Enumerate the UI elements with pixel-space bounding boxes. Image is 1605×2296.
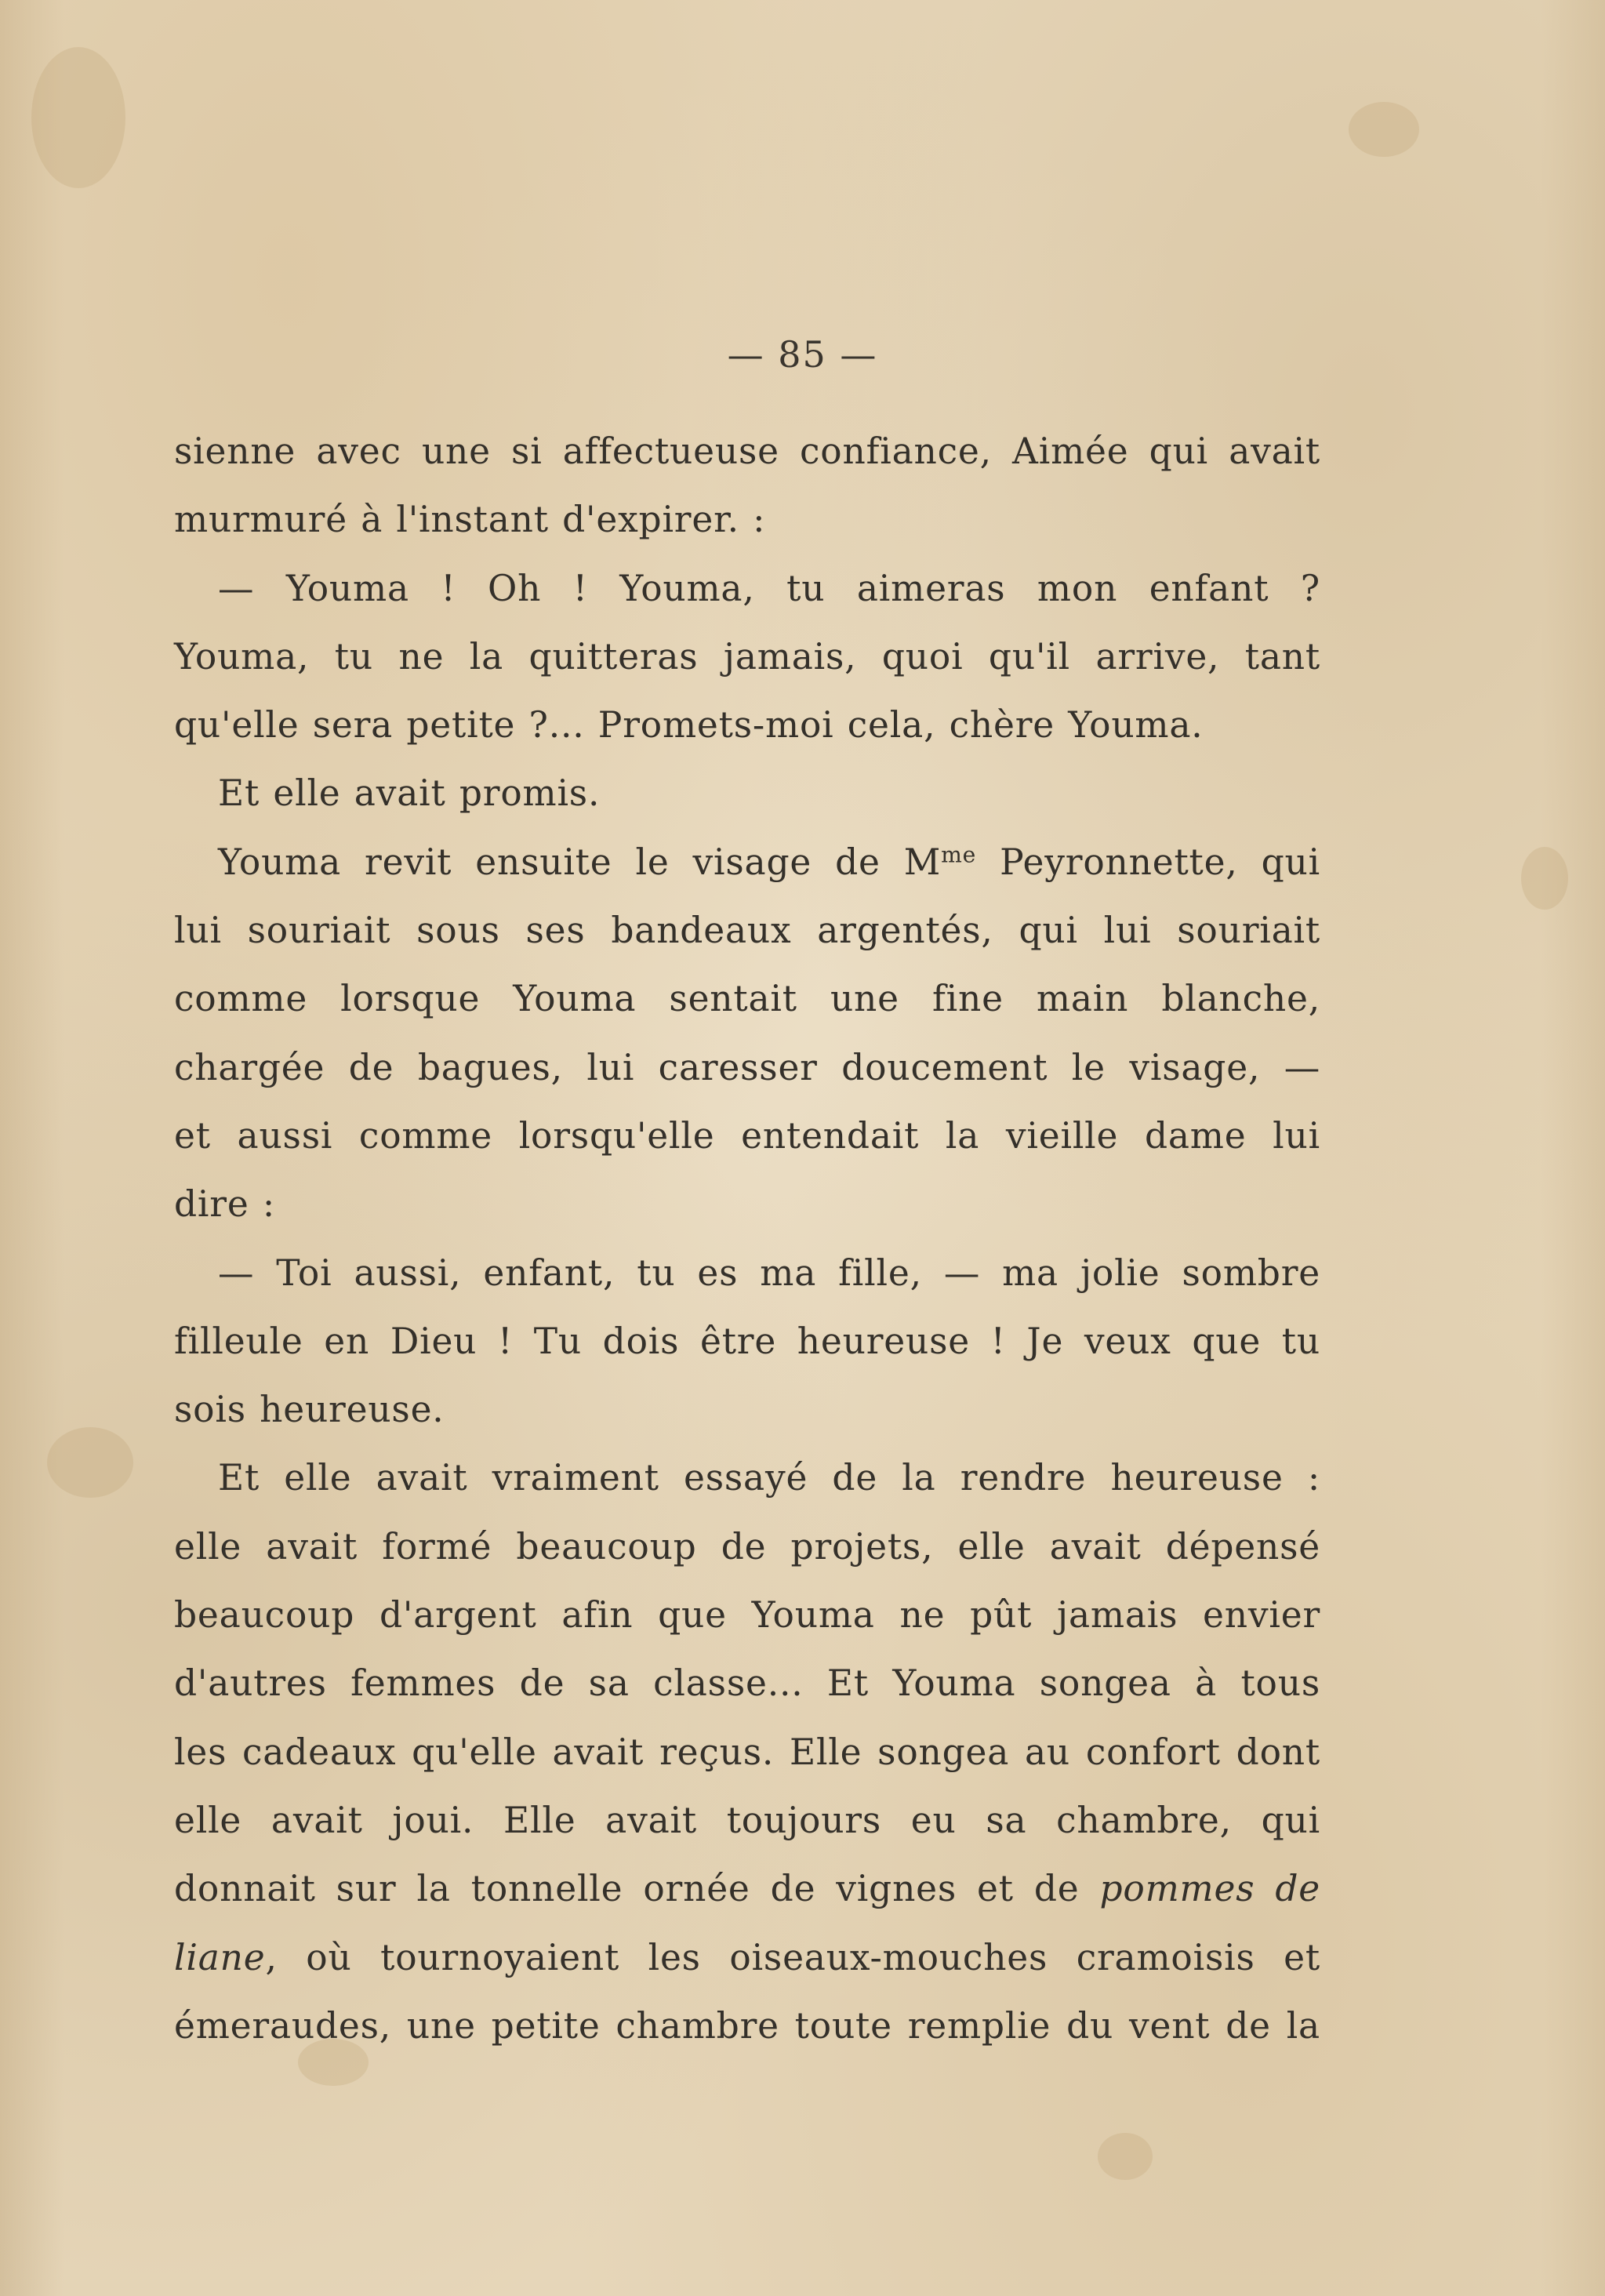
text-line: Et elle avait vraiment essayé de la rendre heureuse :: [218, 1457, 1320, 1499]
text-line: beaucoup d'argent afin que Youma ne pût jamais envier: [174, 1594, 1320, 1637]
text-line: émeraudes, une petite chambre toute remplie du vent de la: [174, 2004, 1320, 2047]
foxing-stain: [1521, 847, 1568, 910]
italic-term: pommes de: [1099, 1868, 1320, 1910]
text-line: chargée de bagues, lui caresser doucement le visage, —: [174, 1046, 1320, 1088]
text-line: [174, 828, 1320, 896]
superscript-abbreviation: me: [941, 841, 977, 868]
text-line: elle avait joui. Elle avait toujours eu sa chambre, qui: [174, 1799, 1320, 1841]
text-line: Youma, tu ne la quitteras jamais, quoi qu'il arrive, tant: [174, 635, 1320, 678]
text-line: sois heureuse.: [174, 1389, 445, 1431]
text-line: lui souriait sous ses bandeaux argentés, qui lui souriait: [174, 910, 1320, 952]
foxing-stain: [1349, 102, 1419, 157]
text-segment: donnait sur la tonnelle ornée de vignes et de: [174, 1868, 1100, 1910]
text-line: elle avait formé beaucoup de projets, elle avait dépensé: [174, 1525, 1320, 1568]
text-line: les cadeaux qu'elle avait reçus. Elle songea au confort dont: [174, 1731, 1320, 1773]
text-line: et aussi comme lorsqu'elle entendait la vieille dame lui: [174, 1114, 1320, 1157]
foxing-stain: [1098, 2133, 1153, 2180]
foxing-stain: [31, 47, 125, 188]
text-line: — Youma ! Oh ! Youma, tu aimeras mon enfant ?: [218, 567, 1320, 609]
text-line: filleule en Dieu ! Tu dois être heureuse ! Je veux que tu: [174, 1320, 1320, 1362]
text-line: murmuré à l'instant d'expirer. :: [174, 499, 766, 541]
text-segment: , où tournoyaient les oiseaux-mouches cramoisis et: [265, 1936, 1320, 1978]
text-line: Et elle avait promis.: [218, 772, 601, 815]
text-segment: Peyronnette, qui: [976, 841, 1320, 883]
text-line: d'autres femmes de sa classe... Et Youma songea à tous: [174, 1662, 1320, 1705]
text-line: — Toi aussi, enfant, tu es ma fille, — ma jolie sombre: [218, 1252, 1320, 1294]
text-line: qu'elle sera petite ?... Promets-moi cela, chère Youma.: [174, 704, 1204, 747]
text-line: comme lorsque Youma sentait une fine main blanche,: [174, 978, 1320, 1020]
text-segment: Youma revit ensuite le visage de M: [218, 841, 942, 883]
text-line: [174, 1924, 1320, 1992]
italic-term: liane: [174, 1936, 266, 1978]
body-text: [174, 417, 1320, 2060]
foxing-stain: [47, 1427, 133, 1498]
text-line: dire :: [174, 1183, 275, 1226]
text-line: sienne avec une si affectueuse confiance, Aimée qui avait: [174, 430, 1320, 472]
text-line: [174, 1855, 1320, 1923]
page-number: — 85 —: [727, 333, 878, 376]
